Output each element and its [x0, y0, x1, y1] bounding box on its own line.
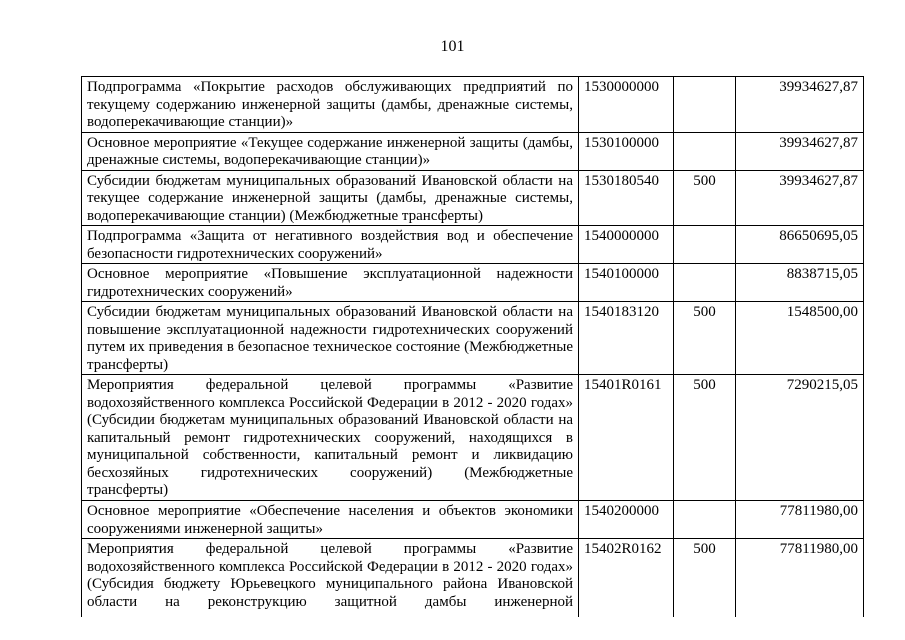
row-name: Основное мероприятие «Обеспечение населения и объектов экономики сооружениями инженерной защиты» — [82, 501, 579, 539]
table-row — [82, 77, 864, 133]
page-number: 101 — [440, 38, 465, 55]
row-code: 1530100000 — [579, 132, 674, 170]
row-type: 500 — [674, 539, 736, 617]
table-row — [82, 264, 864, 302]
row-type: 500 — [674, 302, 736, 375]
row-name: Основное мероприятие «Текущее содержание инженерной защиты (дамбы, дренажные системы, водоперекачивающие станции)» — [82, 132, 579, 170]
row-type — [674, 501, 736, 539]
table-row — [82, 170, 864, 226]
row-code: 1540100000 — [579, 264, 674, 302]
table-row — [82, 226, 864, 264]
row-name: Мероприятия федеральной целевой программы «Развитие водохозяйственного комплекса Российской Федерации в 2012 - 2020 годах» (Субсидии бюджетам муниципальных образований Ивановской области на капитальный ремонт гидротехнических сооружений, находящихся в муниципальной собственности, капитальный ремонт и ликвидацию бесхозяйных гидротехнических сооружений) (Межбюджетные трансферты) — [82, 375, 579, 501]
row-sum: 1548500,00 — [736, 302, 864, 375]
table-row — [82, 302, 864, 375]
row-code: 1540200000 — [579, 501, 674, 539]
row-sum: 77811980,00 — [736, 539, 864, 617]
row-code: 1540000000 — [579, 226, 674, 264]
row-sum: 86650695,05 — [736, 226, 864, 264]
row-sum: 39934627,87 — [736, 132, 864, 170]
row-type — [674, 77, 736, 133]
table-row — [82, 501, 864, 539]
row-name: Подпрограмма «Покрытие расходов обслуживающих предприятий по текущему содержанию инженерной защиты (дамбы, дренажные системы, водоперекачивающие станции)» — [82, 77, 579, 133]
row-name: Субсидии бюджетам муниципальных образований Ивановской области на текущее содержание инженерной защиты (дамбы, дренажные системы, водоперекачивающие станции) (Межбюджетные трансферты) — [82, 170, 579, 226]
row-type — [674, 226, 736, 264]
row-code: 15401R0161 — [579, 375, 674, 501]
row-type — [674, 264, 736, 302]
row-name: Подпрограмма «Защита от негативного воздействия вод и обеспечение безопасности гидротехнических сооружений» — [82, 226, 579, 264]
row-sum: 39934627,87 — [736, 170, 864, 226]
table-row — [82, 132, 864, 170]
row-name: Мероприятия федеральной целевой программы «Развитие водохозяйственного комплекса Российской Федерации в 2012 - 2020 годах» (Субсидия бюджету Юрьевецкого муниципального района Ивановской области на реконструкцию защитной дамбы инженерной — [82, 539, 579, 617]
row-code: 1530000000 — [579, 77, 674, 133]
row-code: 1540183120 — [579, 302, 674, 375]
row-type: 500 — [674, 375, 736, 501]
budget-table — [81, 76, 864, 617]
row-sum: 8838715,05 — [736, 264, 864, 302]
row-sum: 77811980,00 — [736, 501, 864, 539]
row-sum: 7290215,05 — [736, 375, 864, 501]
row-name: Основное мероприятие «Повышение эксплуатационной надежности гидротехнических сооружений» — [82, 264, 579, 302]
table-row — [82, 539, 864, 617]
row-code: 15402R0162 — [579, 539, 674, 617]
row-type: 500 — [674, 170, 736, 226]
row-type — [674, 132, 736, 170]
row-code: 1530180540 — [579, 170, 674, 226]
row-name: Субсидии бюджетам муниципальных образований Ивановской области на повышение эксплуатационной надежности гидротехнических сооружений путем их приведения в безопасное техническое состояние (Межбюджетные трансферты) — [82, 302, 579, 375]
table-row — [82, 375, 864, 501]
row-sum: 39934627,87 — [736, 77, 864, 133]
